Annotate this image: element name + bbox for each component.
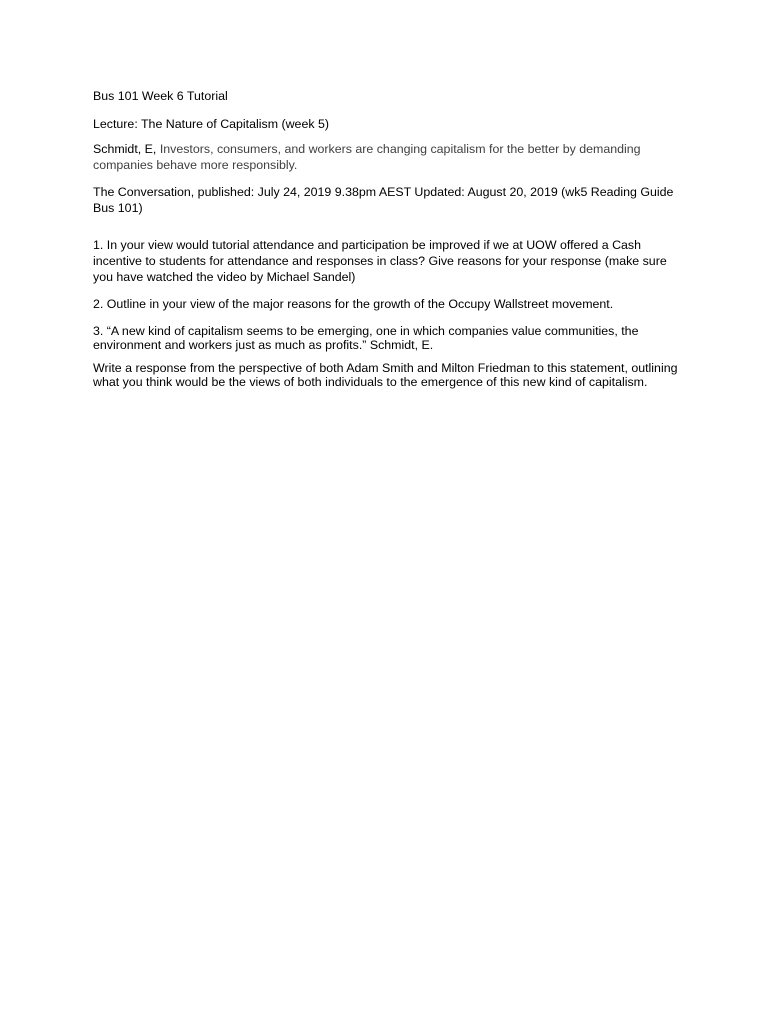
article-summary: Investors, consumers, and workers are changing capitalism for the better by demanding companies behave more responsibly. xyxy=(93,142,641,172)
document-body xyxy=(93,88,683,389)
response-prompt: Write a response from the perspective of both Adam Smith and Milton Friedman to this statement, outlining what you think would be the views of both individuals to the emergence of this new kind of capitalism. xyxy=(93,361,678,389)
source-line: The Conversation, published: July 24, 2019 9.38pm AEST Updated: August 20, 2019 (wk5 Reading Guide Bus 101) xyxy=(93,185,674,215)
question-3: 3. “A new kind of capitalism seems to be emerging, one in which companies value communities, the environment and workers just as much as profits.” Schmidt, E. xyxy=(93,324,639,352)
question-1: 1. In your view would tutorial attendance and participation be improved if we at UOW offered a Cash incentive to students for attendance and responses in class? Give reasons for your response (make sure you have watched the video by Michael Sandel) xyxy=(93,238,667,284)
lecture-line: Lecture: The Nature of Capitalism (week 5) xyxy=(93,117,329,131)
article-author: Schmidt, E, xyxy=(93,142,157,156)
question-2: 2. Outline in your view of the major reasons for the growth of the Occupy Wallstreet movement. xyxy=(93,297,614,311)
article-reference xyxy=(93,141,683,173)
document-title: Bus 101 Week 6 Tutorial xyxy=(93,89,228,103)
